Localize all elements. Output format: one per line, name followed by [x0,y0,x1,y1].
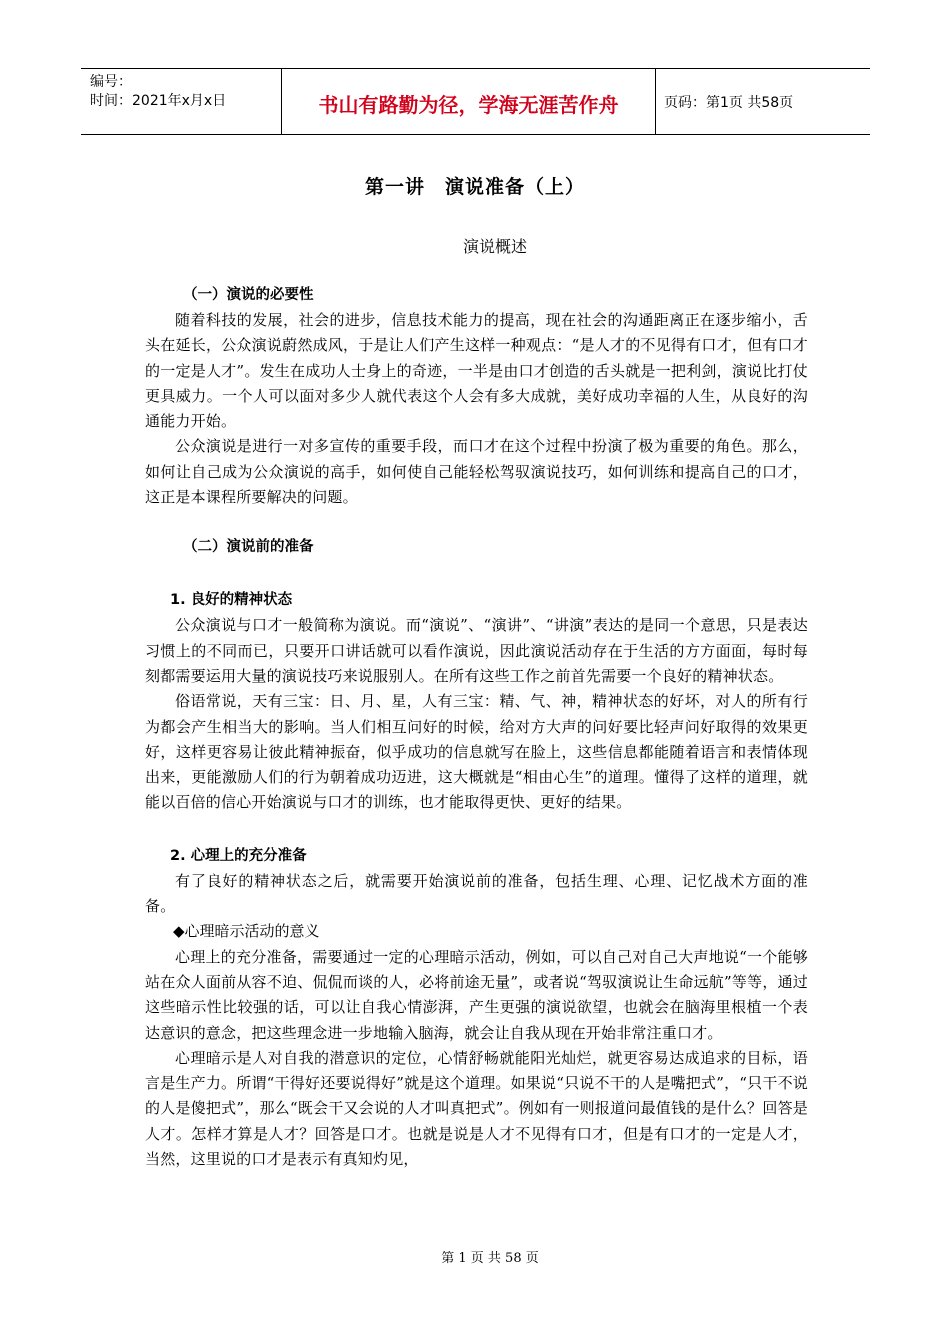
page-footer: 第 1 页 共 58 页 [441,1251,539,1266]
document-number-label: 编号： [90,74,132,90]
header-motto: 书山有路勤为径，学海无涯苦作舟 [281,69,656,134]
lecture-title: 第一讲 演说准备（上） [364,176,585,198]
paragraph: 心理暗示是人对自我的潜意识的定位，心情舒畅就能阳光灿烂，就更容易达成追求的目标，语言是生产力。所谓“干得好还要说得好”就是这个道理。如果说“只说不干的人是嘴把式”，“只干不说的人是傻把式”，那么“既会干又会说的人才叫真把式”。例如有一则报道问最值钱的是什么？回答是人才。怎样才算是人才？回答是口才。也就是说是人才不见得有口才，但是有口才的一定是人才，当然，这里说的口才是表示有真知灼见， [145,1048,808,1169]
section-heading-preparation: （二）演说前的准备 [183,539,314,556]
header-meta [81,69,281,134]
section-heading-necessity: （一）演说的必要性 [183,287,314,303]
bullet-item: ◆心理暗示活动的意义 [173,922,320,941]
subsection-heading-psychological-prep: 2. 心理上的充分准备 [170,847,307,864]
page-header [81,68,870,135]
paragraph: 随着科技的发展，社会的进步，信息技术能力的提高，现在社会的沟通距离正在逐步缩小，舌头在延长，公众演说蔚然成风，于是让人们产生这样一种观点：“是人才的不见得有口才，但有口才的一定是人才”。发生在成功人士身上的奇迹，一半是由口才创造的舌头就是一把利剑，演说比打仗更具威力。一个人可以面对多少人就代表这个人会有多大成就，美好成功幸福的人生，从良好的沟通能力开始。 [145,311,808,431]
section-subtitle: 演说概述 [462,237,527,256]
document-body [145,283,808,1172]
paragraph: 有了良好的精神状态之后，就需要开始演说前的准备，包括生理、心理、记忆战术方面的准备。 [145,871,808,916]
paragraph: 俗语常说，天有三宝：日、月、星，人有三宝：精、气、神，精神状态的好坏，对人的所有行为都会产生相当大的影响。当人们相互问好的时候，给对方大声的问好要比轻声问好取得的效果更好，这样更容易让彼此精神振奋，似乎成功的信息就写在脸上，这些信息都能随着语言和表情体现出来，更能激励人们的行为朝着成功迈进，这大概就是“相由心生”的道理。懂得了这样的道理，就能以百倍的信心开始演说与口才的训练，也才能取得更快、更好的结果。 [145,692,808,812]
header-page-info: 页码：第1页 共58页 [664,94,794,111]
subsection-heading-mental-state: 1. 良好的精神状态 [170,592,293,609]
paragraph: 心理上的充分准备，需要通过一定的心理暗示活动，例如，可以自己对自己大声地说“一个能够站在众人面前从容不迫、侃侃而谈的人，必将前途无量”，或者说“驾驭演说让生命远航”等等，通过这些暗示性比较强的话，可以让自我心情澎湃，产生更强的演说欲望，也就会在脑海里根植一个表达意识的意念，把这些理念进一步地输入脑海，就会让自我从现在开始非常注重口才。 [145,947,808,1042]
document-time-label: 时间：2021年x月x日 [90,93,227,109]
paragraph: 公众演说是进行一对多宣传的重要手段，而口才在这个过程中扮演了极为重要的角色。那么，如何让自己成为公众演说的高手，如何使自己能轻松驾驭演说技巧，如何训练和提高自己的口才，这正是本课程所要解决的问题。 [145,437,808,507]
paragraph: 公众演说与口才一般简称为演说。而“演说”、“演讲”、“讲演”表达的是同一个意思，只是表达习惯上的不同而已，只要开口讲话就可以看作演说，因此演说活动存在于生活的方方面面，每时每刻都需要运用大量的演说技巧来说服别人。在所有这些工作之前首先需要一个良好的精神状态。 [145,616,808,685]
